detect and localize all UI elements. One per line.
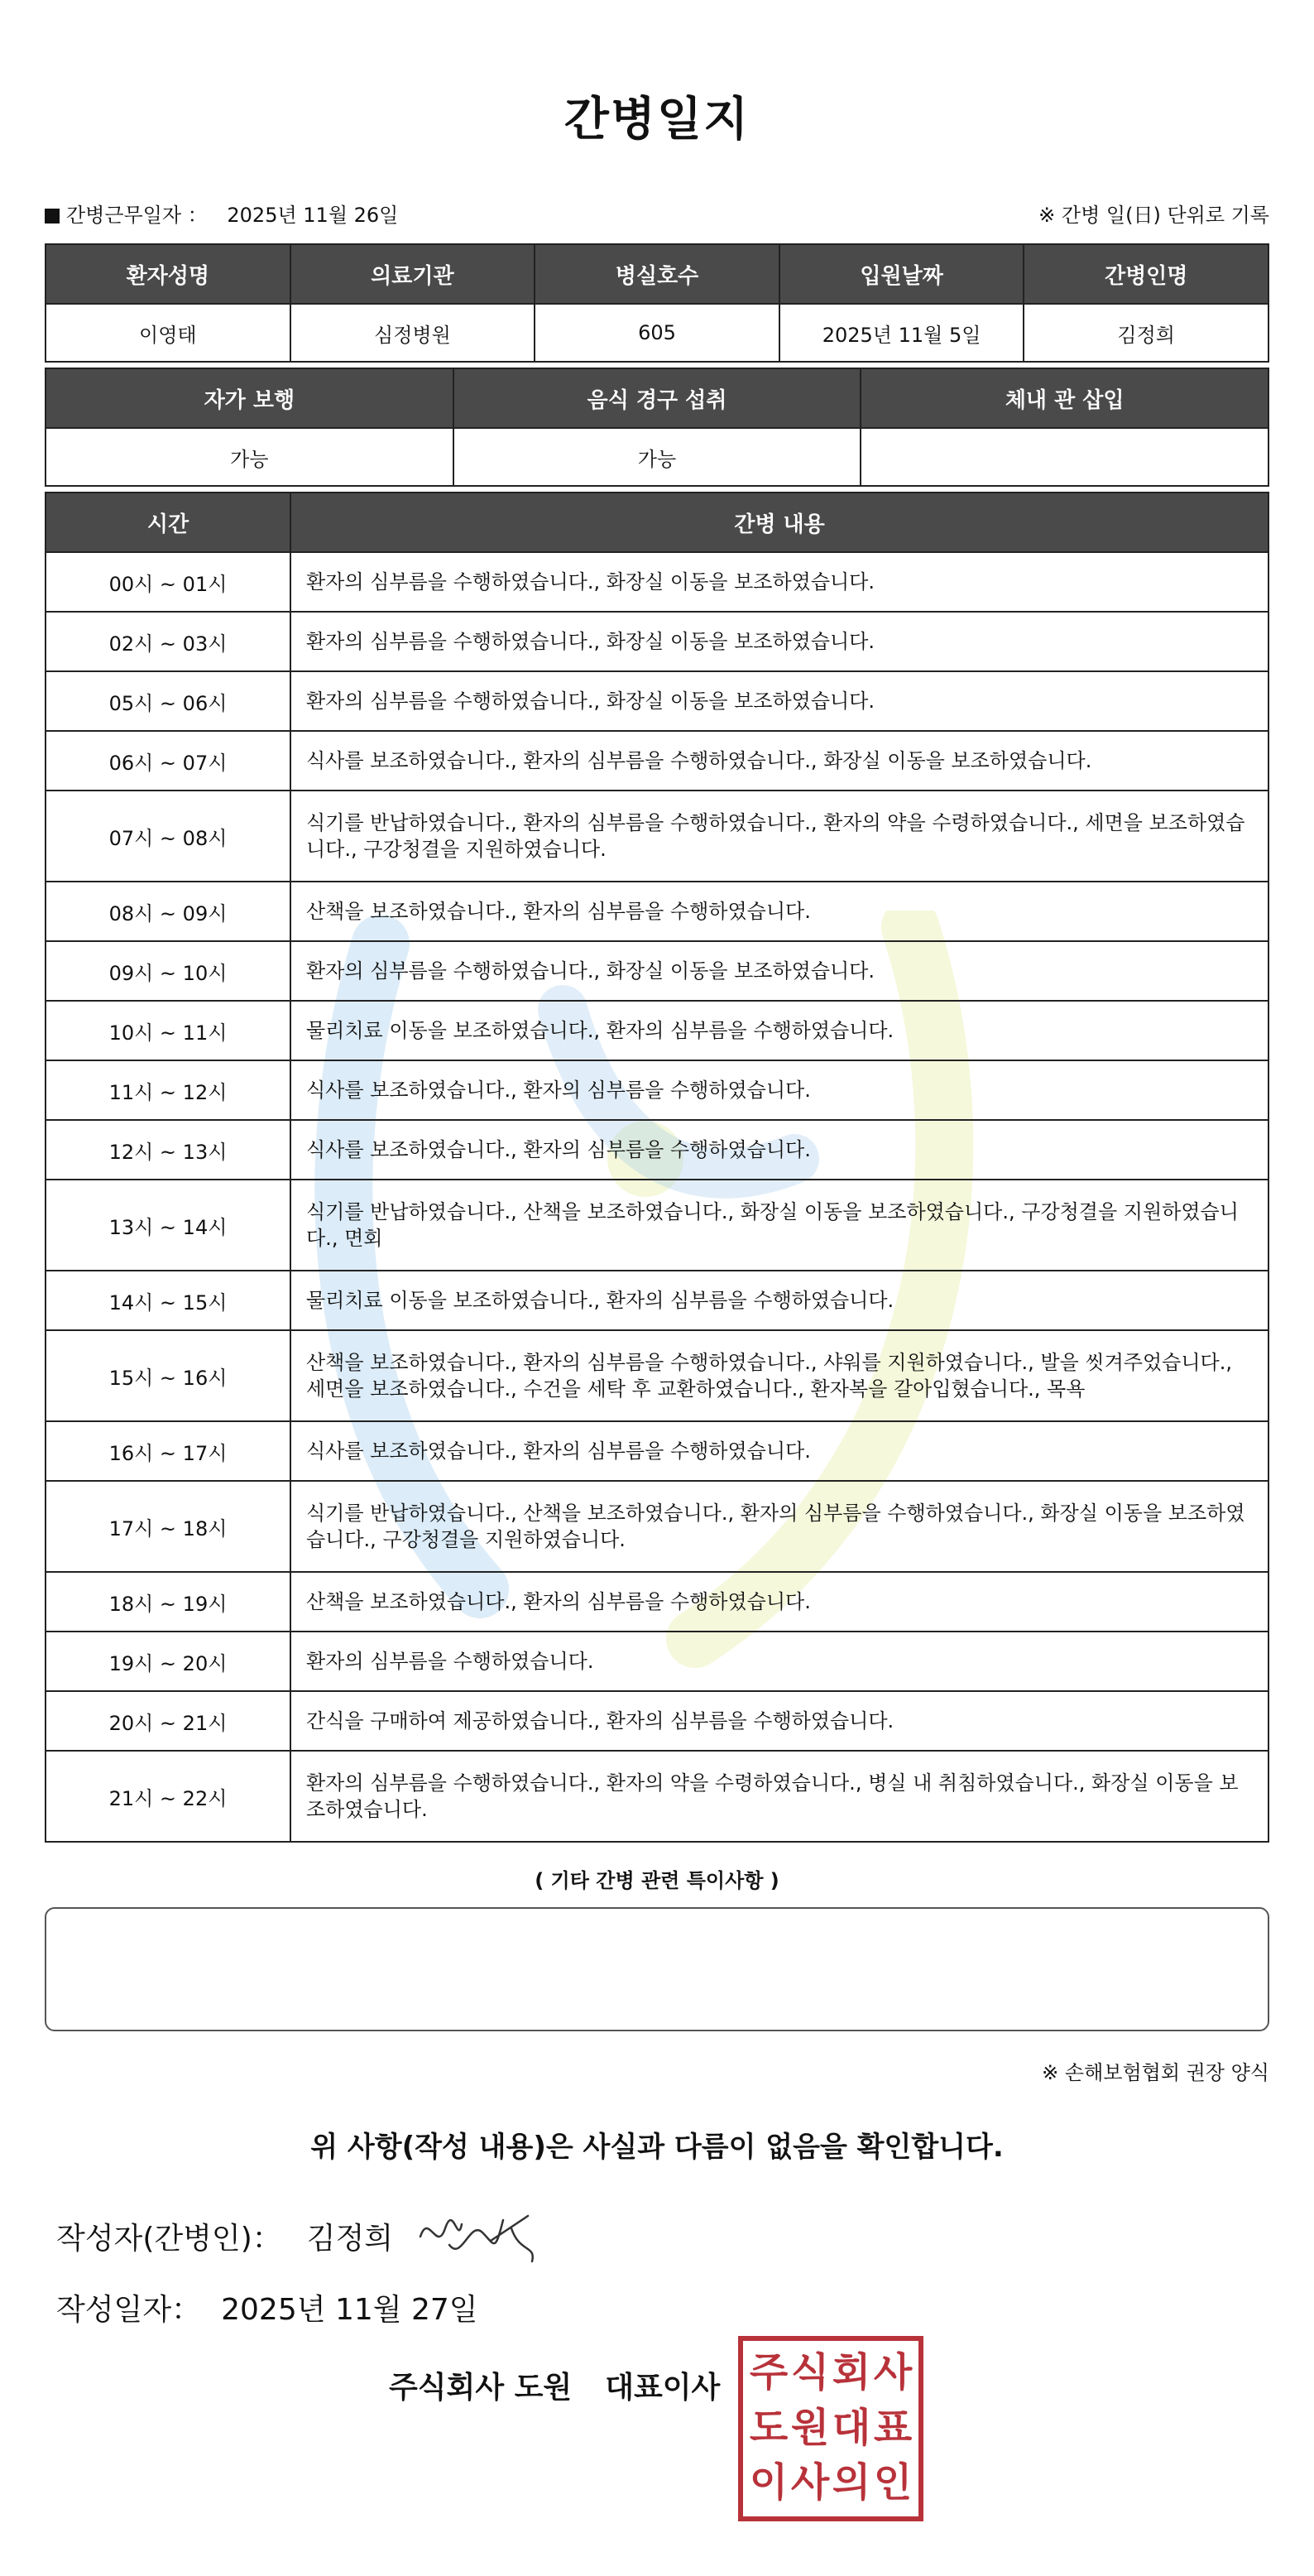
work-date-block [45,199,398,228]
company-name: 주식회사 도원 [389,2371,573,2405]
time-cell: 02시 ~ 03시 [46,612,290,671]
written-date-label: 작성일자： [56,2293,202,2327]
table-row [46,1632,1268,1691]
care-log-header-row [46,493,1268,552]
writer-name: 김정희 [306,2222,394,2256]
seal-char: 주 [749,2349,789,2396]
time-cell: 08시 ~ 09시 [46,882,290,941]
header-care-content: 간병 내용 [290,493,1268,552]
table-row [46,1691,1268,1751]
seal-char: 인 [873,2459,913,2506]
time-cell: 20시 ~ 21시 [46,1691,290,1751]
time-cell: 11시 ~ 12시 [46,1060,290,1120]
document-title: 간병일지 [563,93,751,147]
table-row [46,1572,1268,1632]
header-tube-insertion: 체내 관 삽입 [861,368,1268,428]
table-row [46,1421,1268,1481]
signature-icon [412,2195,544,2270]
seal-char: 의 [832,2459,871,2506]
content-cell: 환자의 심부름을 수행하였습니다., 화장실 이동을 보조하였습니다. [290,612,1268,671]
tube-insertion-value [861,428,1268,486]
table-row [46,1180,1268,1271]
header-patient-name: 환자성명 [46,244,290,304]
table-row [46,1751,1268,1842]
patient-name: 이영태 [46,304,290,362]
content-cell: 식기를 반납하였습니다., 산책을 보조하였습니다., 화장실 이동을 보조하였습니다., 구강청결을 지원하였습니다., 면회 [290,1180,1268,1271]
table-row [46,552,1268,612]
time-cell: 12시 ~ 13시 [46,1120,290,1180]
written-date-value: 2025년 11월 27일 [221,2293,478,2327]
header-hospital: 의료기관 [290,244,535,304]
writer-line [56,2215,393,2257]
content-cell: 환자의 심부름을 수행하였습니다., 화장실 이동을 보조하였습니다. [290,671,1268,731]
header-room-number: 병실호수 [535,244,779,304]
written-date-line [56,2286,478,2328]
walking-value: 가능 [46,428,453,486]
hospital-name: 심정병원 [290,304,535,362]
patient-info-table [45,243,1269,363]
care-log-table [45,492,1269,1843]
special-notes-title: ( 기타 간병 관련 특이사항 ) [535,1869,779,1892]
confirmation-statement: 위 사항(작성 내용)은 사실과 다름이 없음을 확인합니다. [310,2131,1004,2164]
work-date-separator: ： [187,204,208,227]
table-row [46,612,1268,671]
time-cell: 13시 ~ 14시 [46,1180,290,1271]
time-cell: 16시 ~ 17시 [46,1421,290,1481]
time-cell: 06시 ~ 07시 [46,731,290,791]
table-row [46,1330,1268,1421]
content-cell: 식사를 보조하였습니다., 환자의 심부름을 수행하였습니다. [290,1421,1268,1481]
patient-info-header-row [46,244,1268,304]
writer-label: 작성자(간병인)： [56,2222,282,2256]
content-cell: 물리치료 이동을 보조하였습니다., 환자의 심부름을 수행하였습니다. [290,1271,1268,1330]
seal-char: 사 [790,2459,830,2506]
content-cell: 환자의 심부름을 수행하였습니다., 화장실 이동을 보조하였습니다. [290,552,1268,612]
content-cell: 물리치료 이동을 보조하였습니다., 환자의 심부름을 수행하였습니다. [290,1001,1268,1060]
time-cell: 07시 ~ 08시 [46,791,290,882]
seal-char: 회 [832,2349,871,2396]
content-cell: 식기를 반납하였습니다., 환자의 심부름을 수행하였습니다., 환자의 약을 수령하였습니다., 세면을 보조하였습니다., 구강청결을 지원하였습니다. [290,791,1268,882]
patient-info-value-row [46,304,1268,362]
company-seal [738,2336,923,2521]
work-date-line [45,199,1269,232]
time-cell: 05시 ~ 06시 [46,671,290,731]
content-cell: 식사를 보조하였습니다., 환자의 심부름을 수행하였습니다. [290,1060,1268,1120]
seal-char: 표 [873,2404,913,2451]
work-date-label: 간병근무일자 [66,204,182,227]
time-cell: 09시 ~ 10시 [46,941,290,1001]
header-oral-intake: 음식 경구 섭취 [453,368,861,428]
seal-char: 사 [873,2349,913,2396]
seal-char: 원 [790,2404,830,2451]
content-cell: 환자의 심부름을 수행하였습니다., 환자의 약을 수령하였습니다., 병실 내 취침하였습니다., 화장실 이동을 보조하였습니다. [290,1751,1268,1842]
seal-char: 식 [790,2349,830,2396]
time-cell: 00시 ~ 01시 [46,552,290,612]
time-cell: 14시 ~ 15시 [46,1271,290,1330]
ability-header-row [46,368,1268,428]
time-cell: 10시 ~ 11시 [46,1001,290,1060]
table-row [46,1001,1268,1060]
record-unit-note: ※ 간병 일(日) 단위로 기록 [1038,204,1269,227]
table-row [46,1120,1268,1180]
table-row [46,941,1268,1001]
patient-ability-table [45,368,1269,487]
special-notes-box [45,1907,1269,2031]
table-row [46,1060,1268,1120]
time-cell: 19시 ~ 20시 [46,1632,290,1691]
content-cell: 식사를 보조하였습니다., 환자의 심부름을 수행하였습니다. [290,1120,1268,1180]
seal-char: 대 [832,2404,871,2451]
company-signatory [389,2364,720,2406]
seal-char: 도 [749,2404,789,2451]
content-cell: 환자의 심부름을 수행하였습니다., 화장실 이동을 보조하였습니다. [290,941,1268,1001]
header-time: 시간 [46,493,290,552]
table-row [46,671,1268,731]
company-role: 대표이사 [605,2371,721,2405]
content-cell: 산책을 보조하였습니다., 환자의 심부름을 수행하였습니다. [290,882,1268,941]
header-walking: 자가 보행 [46,368,453,428]
content-cell: 환자의 심부름을 수행하였습니다. [290,1632,1268,1691]
ability-value-row [46,428,1268,486]
header-caregiver-name: 간병인명 [1024,244,1268,304]
content-cell: 산책을 보조하였습니다., 환자의 심부름을 수행하였습니다. [290,1572,1268,1632]
admission-date: 2025년 11월 5일 [779,304,1024,362]
oral-intake-value: 가능 [453,428,861,486]
seal-char: 이 [749,2459,789,2506]
table-row [46,791,1268,882]
content-cell: 식사를 보조하였습니다., 환자의 심부름을 수행하였습니다., 화장실 이동을 보조하였습니다. [290,731,1268,791]
time-cell: 15시 ~ 16시 [46,1330,290,1421]
header-admission-date: 입원날짜 [779,244,1024,304]
caregiver-name: 김정희 [1024,304,1268,362]
room-number: 605 [535,304,779,362]
time-cell: 21시 ~ 22시 [46,1751,290,1842]
content-cell: 산책을 보조하였습니다., 환자의 심부름을 수행하였습니다., 샤워를 지원하였습니다., 발을 씻겨주었습니다., 세면을 보조하였습니다., 수건을 세탁 후 교환하였습니다., 환자복을 갈아입혔습니다., 목욕 [290,1330,1268,1421]
recommendation-note: ※ 손해보험협회 권장 양식 [1042,2061,1269,2084]
time-cell: 18시 ~ 19시 [46,1572,290,1632]
table-row [46,1271,1268,1330]
time-cell: 17시 ~ 18시 [46,1481,290,1572]
table-row [46,882,1268,941]
content-cell: 간식을 구매하여 제공하였습니다., 환자의 심부름을 수행하였습니다. [290,1691,1268,1751]
content-cell: 식기를 반납하였습니다., 산책을 보조하였습니다., 환자의 심부름을 수행하였습니다., 화장실 이동을 보조하였습니다., 구강청결을 지원하였습니다. [290,1481,1268,1572]
table-row [46,731,1268,791]
square-bullet-icon [45,209,60,223]
work-date-value: 2025년 11월 26일 [227,204,399,227]
table-row [46,1481,1268,1572]
